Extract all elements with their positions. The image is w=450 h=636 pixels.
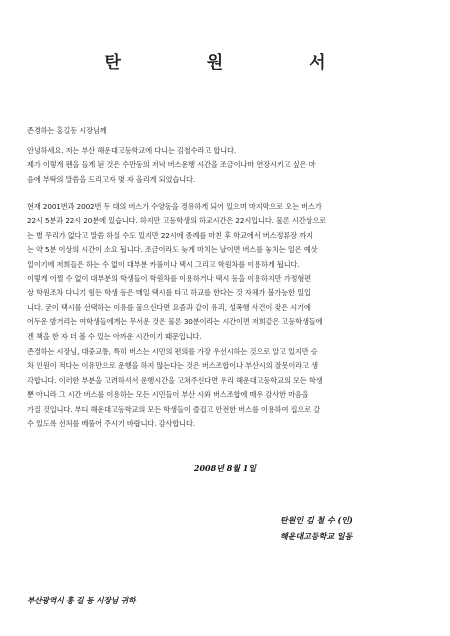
text-line: 존경하는 시장님, 대중교통, 특히 버스는 시민의 편의를 가장 우선시하는 것으로 알고 있지만 승 [27,347,318,356]
text-line: 이렇게 어쩔 수 없이 대부분의 학생들이 학원차를 이용하거나 택시 등을 이용하지만 가정형편 [27,274,312,284]
text-line: 어두운 밤거리는 여학생들에게는 무서운 것은 물론 30분이라는 시간이면 저희같은 고등학생들에 [27,317,323,327]
text-line: 는 별 무리가 없다고 말씀 하실 수도 있지만 22시에 종례를 마친 후 학교에서 버스정류장 까지 [27,230,313,240]
text-line: 뿐 아니라 그 시간 버스를 이용하는 모든 시민들이 부산 시와 버스조합에 매우 감사한 마음을 [27,390,309,400]
text-line: 수 있도록 선처를 베풀어 주시기 바랍니다. 감사합니다. [27,419,196,429]
signature-block [280,512,353,544]
document-date: 2008년 8월 1일 [193,463,257,473]
text-line: 음에 부탁의 말씀을 드리고자 몇 자 올리게 되었습니다. [27,174,196,184]
situation-paragraph [27,200,425,344]
addressee: 부산광역시 홍 길 동 시장님 귀하 [27,596,136,605]
text-line: 가질 것입니다. 부디 해운대고등학교의 모든 학생들이 즐겁고 안전한 버스를 이용하여 집으로 갈 [27,404,321,414]
document-title: 탄 원 서 [104,53,366,73]
text-line: 겐 책을 한 자 더 볼 수 있는 아까운 시간이기 때문입니다. [27,331,202,341]
text-line: 안녕하세요. 저는 부산 해운대고등학교에 다니는 김철수라고 합니다. [27,146,237,155]
text-line: 상 학원조차 다니기 힘든 학생 등은 매일 택시를 타고 하교를 한다는 것 자체가 불가능한 일입 [27,288,311,298]
text-line: 니다. 굳이 택시를 선택하는 이유를 물으신다면 요즘과 같이 유괴, 성폭행 사건이 잦은 시기에 [27,302,311,312]
text-line: 일이기에 저희들은 하는 수 없이 대부분 카풀이나 택시 그리고 학원차를 이용하게 됩니다. [27,259,300,269]
school-signature: 해운대고등학교 일동 [280,531,353,541]
text-line: 제가 이렇게 펜을 들게 된 것은 수만동의 저녁 버스운행 시간을 조금이나마 연장시키고 싶은 마 [27,160,316,170]
petitioner-signature: 탄원인 김 철 수 (인) [280,515,353,525]
text-line: 는 약 5분 이상의 시간이 소요 됩니다. 조금이라도 늦게 마치는 날이면 버스를 놓치는 일은 예삿 [27,245,318,255]
text-line: 22시 5분과 22시 20분에 있습니다. 하지만 고등학생의 하교시간은 22시입니다. 물론 시간상으로 [27,216,327,226]
request-paragraph [27,345,425,431]
text-line: 현재 2001번과 2002번 두 대의 버스가 수양동을 경유하게 되어 있으며 마지막으로 오는 버스가 [27,202,322,211]
intro-paragraph [27,144,425,187]
greeting [27,124,425,138]
text-line: 차 인원이 적다는 이유만으로 운행을 하지 않는다는 것은 버스조합이나 부산시의 잘못이라고 생 [27,361,318,371]
greeting-line: 존경하는 홍길동 시장님께 [27,126,107,135]
text-line: 각합니다. 이러한 부분을 고려하셔서 운행시간을 고쳐주신다면 우리 해운대고등학교의 모든 학생 [27,375,323,385]
